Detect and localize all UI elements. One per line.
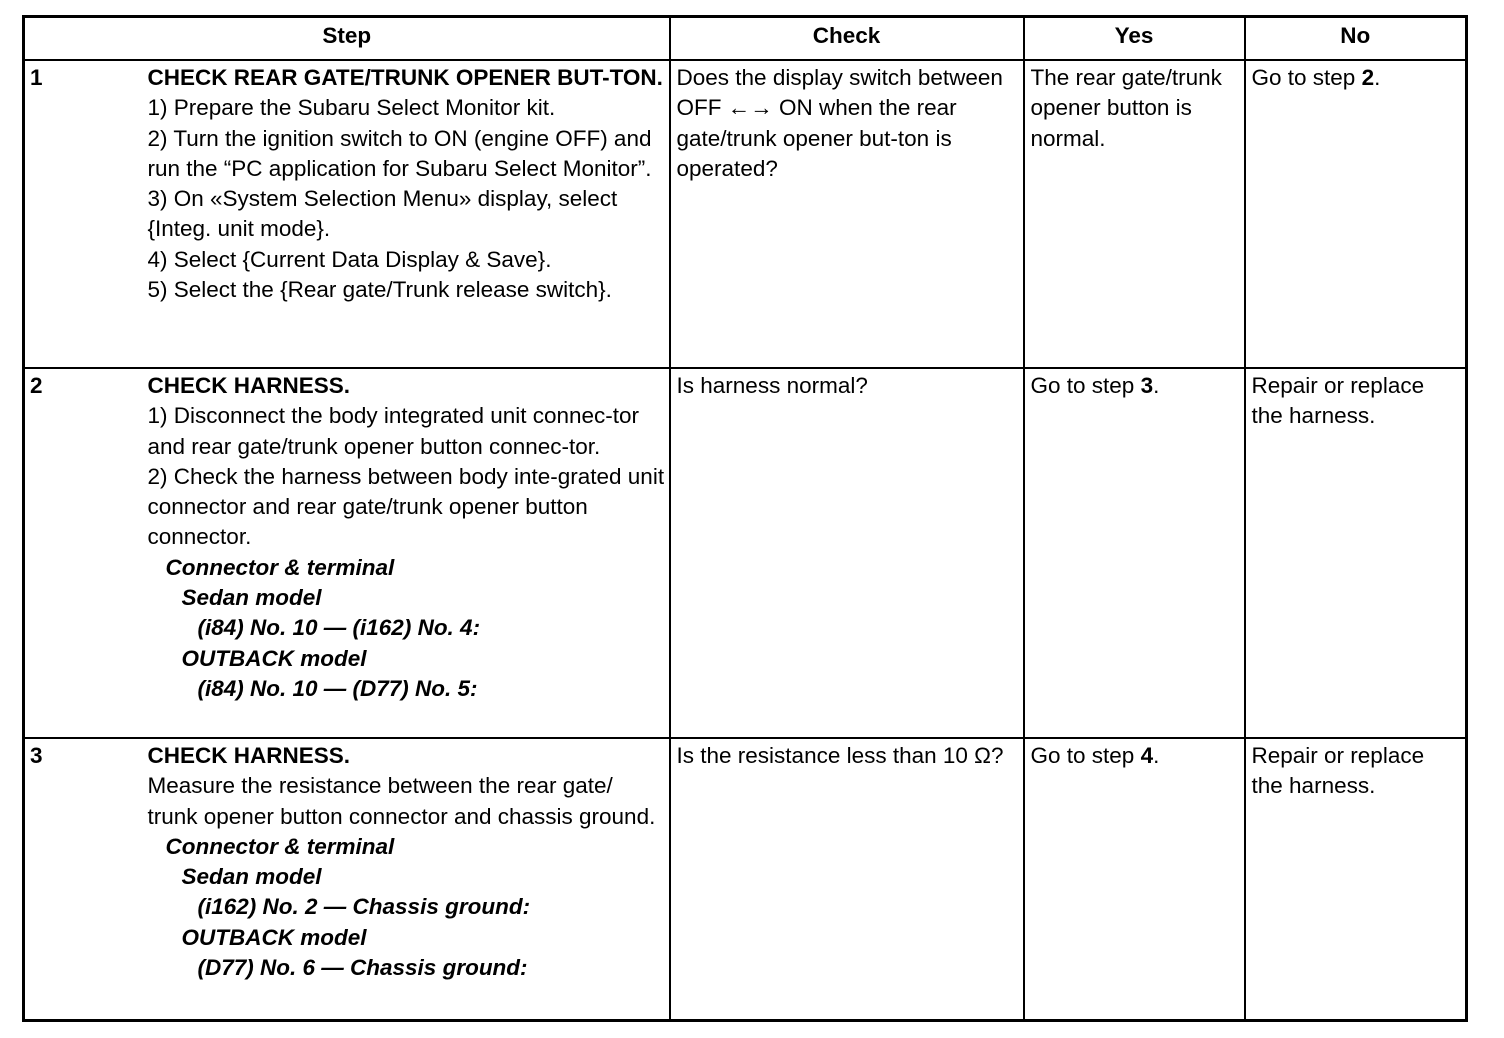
model-label: OUTBACK model [181,924,367,950]
yes-cell [1024,368,1245,738]
check-cell: Is the resistance less than 10 Ω? [670,738,1024,1021]
check-cell: Is harness normal? [670,368,1024,738]
step-title: CHECK HARNESS. [147,743,351,768]
table-row [24,60,1467,368]
step-instruction: 1) Prepare the Subaru Select Monitor kit. [147,95,556,121]
terminal-spec: (i84) No. 10 — (i162) No. 4: [197,615,481,641]
step-instruction: 4) Select {Current Data Display & Save}. [147,246,552,272]
table-row [24,368,1467,738]
no-step-ref: 2 [1361,65,1375,90]
step-instruction: 5) Select the {Rear gate/Trunk release switch}. [147,277,612,303]
terminal-spec: (i84) No. 10 — (D77) No. 5: [197,675,478,701]
step-number: 1 [24,60,148,368]
terminal-spec: (D77) No. 6 — Chassis ground: [197,955,528,981]
step-title: CHECK HARNESS. [147,373,351,398]
no-cell: Repair or replace the harness. [1245,368,1467,738]
step-instruction: 1) Disconnect the body integrated unit connec-tor and rear gate/trunk opener button connec-tor. [147,403,640,459]
no-cell: Repair or replace the harness. [1245,738,1467,1021]
no-prefix: Go to step [1251,65,1362,90]
header-check: Check [670,17,1024,61]
connector-heading: Connector & terminal [165,554,395,580]
diagnostic-procedure-table [22,15,1468,1022]
model-label: Sedan model [181,864,322,890]
terminal-spec: (i162) No. 2 — Chassis ground: [197,894,531,920]
yes-step-ref: 4 [1140,743,1154,768]
header-step: Step [24,17,670,61]
no-cell [1245,60,1467,368]
step-instruction: 3) On «System Selection Menu» display, select {Integ. unit mode}. [147,186,618,242]
table-row [24,738,1467,1021]
model-label: OUTBACK model [181,645,367,671]
step-instruction: 2) Turn the ignition switch to ON (engine OFF) and run the “PC application for Subaru Select Monitor”. [147,125,652,181]
yes-cell: The rear gate/trunk opener button is normal. [1024,60,1245,368]
yes-prefix: Go to step [1030,743,1141,768]
step-instruction: Measure the resistance between the rear gate/ trunk opener button connector and chassis ground. [147,773,656,829]
step-number: 2 [24,368,148,738]
no-suffix: . [1374,65,1381,90]
step-cell [148,368,670,738]
yes-suffix: . [1153,743,1160,768]
yes-cell [1024,738,1245,1021]
yes-suffix: . [1153,373,1160,398]
connector-heading: Connector & terminal [165,833,395,859]
yes-prefix: Go to step [1030,373,1141,398]
step-number: 3 [24,738,148,1021]
check-cell: Does the display switch between OFF ←→ ON when the rear gate/trunk opener but-ton is operated? [670,60,1024,368]
yes-step-ref: 3 [1140,373,1154,398]
model-label: Sedan model [181,585,322,611]
header-row [24,17,1467,61]
step-title: CHECK REAR GATE/TRUNK OPENER BUT-TON. [147,65,663,90]
step-instruction: 2) Check the harness between body inte-grated unit connector and rear gate/trunk opener button connector. [147,463,665,550]
header-no: No [1245,17,1467,61]
header-yes: Yes [1024,17,1245,61]
step-cell [148,60,670,368]
step-cell [148,738,670,1021]
